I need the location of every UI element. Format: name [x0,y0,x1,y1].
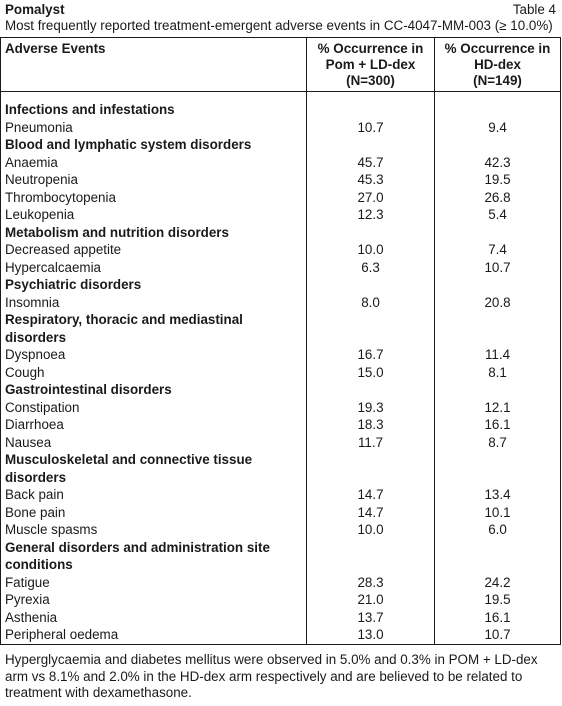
table-row [1,416,561,434]
table-row [1,609,561,627]
hd-dex-value: 26.8 [435,189,561,207]
footnote: Hyperglycaemia and diabetes mellitus were observed in 5.0% and 0.3% in POM + LD-dex arm vs 8.1% and 2.0% in the HD-dex arm respectively and are believed to be related to treatment with dexamethasone. [5,652,538,700]
table-row [1,399,561,417]
column-header-pom-ld-dex: % Occurrence in Pom + LD-dex (N=300) [307,38,435,92]
pom-ld-dex-value: 6.3 [307,259,435,277]
table-row [1,626,561,644]
hd-dex-value: 19.5 [435,171,561,189]
pom-ld-dex-value: 45.7 [307,154,435,172]
table-row [1,521,561,539]
table-row [1,346,561,364]
pom-ld-dex-value: 18.3 [307,416,435,434]
table-row [1,189,561,207]
table-row [1,486,561,504]
event-name: Fatigue [1,574,307,592]
hd-dex-value: 13.4 [435,486,561,504]
hd-dex-value: 5.4 [435,206,561,224]
hd-dex-value: 10.1 [435,504,561,522]
table-number: Table 4 [512,2,556,17]
category-row [1,224,561,242]
column-header-hd-dex: % Occurrence in HD-dex (N=149) [435,38,561,92]
event-name: Leukopenia [1,206,307,224]
hd-dex-value: 8.7 [435,434,561,452]
table-row [1,504,561,522]
pom-ld-dex-value: 27.0 [307,189,435,207]
table-header-row [1,38,561,92]
document-header [5,1,556,35]
table-subtitle: Most frequently reported treatment-emergent adverse events in CC-4047-MM-003 (≥ 10.0%) [5,18,553,33]
event-name: Back pain [1,486,307,504]
event-name: Dyspnoea [1,346,307,364]
event-name: Asthenia [1,609,307,627]
category-row [1,136,561,154]
pom-ld-dex-value: 10.0 [307,241,435,259]
event-name: Diarrhoea [1,416,307,434]
event-name: Pneumonia [1,119,307,137]
table-row [1,259,561,277]
pom-ld-dex-value: 16.7 [307,346,435,364]
hd-dex-value: 9.4 [435,119,561,137]
category-label: Respiratory, thoracic and mediastinal disorders [1,311,307,346]
event-name: Constipation [1,399,307,417]
event-name: Peripheral oedema [1,626,307,644]
table-row [1,294,561,312]
brand-name: Pomalyst [5,2,65,17]
table-row [1,434,561,452]
table-row [1,574,561,592]
pom-ld-dex-value: 21.0 [307,591,435,609]
event-name: Decreased appetite [1,241,307,259]
category-row [1,451,561,486]
hd-dex-value: 11.4 [435,346,561,364]
event-name: Nausea [1,434,307,452]
pom-ld-dex-value: 13.7 [307,609,435,627]
event-name: Thrombocytopenia [1,189,307,207]
pom-ld-dex-value: 13.0 [307,626,435,644]
pom-ld-dex-value: 15.0 [307,364,435,382]
event-name: Muscle spasms [1,521,307,539]
pom-ld-dex-value: 14.7 [307,504,435,522]
hd-dex-value: 8.1 [435,364,561,382]
event-name: Bone pain [1,504,307,522]
hd-dex-value: 42.3 [435,154,561,172]
table-row [1,171,561,189]
category-row [1,276,561,294]
pom-ld-dex-value: 10.7 [307,119,435,137]
event-name: Pyrexia [1,591,307,609]
pom-ld-dex-value: 45.3 [307,171,435,189]
category-label: Infections and infestations [1,101,307,119]
hd-dex-value: 6.0 [435,521,561,539]
event-name: Neutropenia [1,171,307,189]
category-row [1,311,561,346]
event-name: Anaemia [1,154,307,172]
hd-dex-value: 10.7 [435,259,561,277]
category-label: General disorders and administration site conditions [1,539,307,574]
hd-dex-value: 24.2 [435,574,561,592]
event-name: Insomnia [1,294,307,312]
adverse-events-table [0,37,561,645]
hd-dex-value: 16.1 [435,416,561,434]
table-row [1,154,561,172]
table-row [1,241,561,259]
table-row [1,119,561,137]
category-row [1,381,561,399]
hd-dex-value: 16.1 [435,609,561,627]
category-label: Psychiatric disorders [1,276,307,294]
category-label: Musculoskeletal and connective tissue disorders [1,451,307,486]
pom-ld-dex-value: 8.0 [307,294,435,312]
spacer-row [1,92,561,102]
category-label: Metabolism and nutrition disorders [1,224,307,242]
event-name: Cough [1,364,307,382]
table-row [1,591,561,609]
hd-dex-value: 20.8 [435,294,561,312]
table-row [1,206,561,224]
category-label: Blood and lymphatic system disorders [1,136,307,154]
pom-ld-dex-value: 10.0 [307,521,435,539]
pom-ld-dex-value: 28.3 [307,574,435,592]
category-label: Gastrointestinal disorders [1,381,307,399]
event-name: Hypercalcaemia [1,259,307,277]
pom-ld-dex-value: 11.7 [307,434,435,452]
hd-dex-value: 7.4 [435,241,561,259]
column-header-adverse-events: Adverse Events [1,38,307,92]
hd-dex-value: 10.7 [435,626,561,644]
pom-ld-dex-value: 14.7 [307,486,435,504]
hd-dex-value: 19.5 [435,591,561,609]
hd-dex-value: 12.1 [435,399,561,417]
pom-ld-dex-value: 12.3 [307,206,435,224]
category-row [1,101,561,119]
table-row [1,364,561,382]
pom-ld-dex-value: 19.3 [307,399,435,417]
table-body [1,92,561,645]
header-top-row [5,1,556,18]
category-row [1,539,561,574]
